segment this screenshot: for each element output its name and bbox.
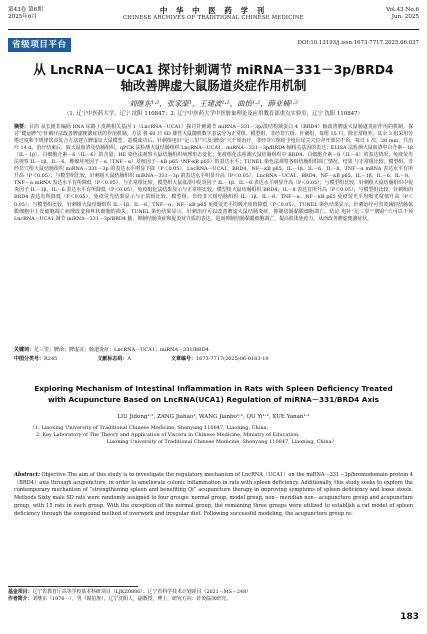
affiliations-cn: （1. 辽宁中医药大学，辽宁 沈阳 110847；2. 辽宁中医药大学中医脏象理论及应用教育部重点实验室，辽宁 沈阳 110847） bbox=[64, 111, 363, 117]
header-rule bbox=[8, 29, 419, 30]
doc-label: 文献标志码： bbox=[97, 356, 128, 362]
header-volume-issue-cn: 第43卷 第6期 bbox=[8, 7, 43, 13]
article-title-en bbox=[20, 384, 407, 405]
keywords-cn-text: 足三里；脾俞；脾虚证；肠道炎症；LncRNA－UCA1；miRNA－331/BRD4 bbox=[34, 347, 209, 353]
authors-cn: 刘继东¹·²，张家豪¹，王建波¹·²，曲怡¹·²，薛亚楠¹·² bbox=[128, 99, 299, 108]
classification-meta bbox=[14, 356, 413, 363]
funding-text: 辽宁省教育厅高等学校基本科研项目（LJKZ0886）；辽宁省科学技术计划项目（2021－MS－248） bbox=[32, 589, 252, 595]
header-date-cn: 2025年6月 bbox=[8, 14, 37, 21]
clc-label: 中图分类号： bbox=[14, 356, 45, 362]
running-header bbox=[8, 6, 419, 30]
header-journal-name bbox=[8, 6, 419, 22]
article-title-cn bbox=[0, 62, 427, 94]
article-title-en-line1: Exploring Mechanism of Intestinal Inflammation in Rats with Spleen Deficiency Treated bbox=[34, 384, 393, 393]
abstract-en-label: Abstract: bbox=[14, 472, 40, 478]
affiliations-en bbox=[30, 425, 413, 447]
abstract-cn-text: 目的 从长链非编码 RNA 尿路上皮癌相关基因 1（LncRNA－UCA1）探讨针刺调节 miRNA－331－3p/溴结构域蛋白 4（BRD4）轴改善脾虚大鼠肠道炎症作用的机制，探讨“健运脾气”针刺疗法改善脾虚便溏症状的作用机制。方法 将 60 只 SD 雄性大鼠随机数字表法分为正常组、模型组、非经非穴组、针刺组，每组 15 只。除正常组外，其余 3 组采用劳倦过度和不规律饮食复合方法建立脾虚证大鼠模型。造模成功后，针刺组电针“足三里”穴及“脾俞”穴干预治疗，非经非穴组给予电针尾尖穴位旁开部位干预，每日 1 次，20 min，共治疗 14 d。治疗结束后，取大鼠血清及结肠组织。qPCR 法检测大鼠结肠组织 LncRNA－UCA1、miRNA－331－3p/BRD4 轴相关基因的表达；ELISA 法检测大鼠血清中白介素－1β（IL－1β）、白细胞介素－6（IL－6）的含量；HE 染色法观察大鼠结肠组织病理形态变化；免疫组化法检测大鼠结肠组织中 BRD4、白细胞介素－8（IL－8）的表达情况；免疫荧光法观察 IL－1β、IL－6、肿瘤坏死因子－α（TNF－α）及核因子－κB p65（NF-κB p65）的表达水平；TUNEL 染色法观察各组结肠组织凋亡情况。结果 与正常组比较，模型组、非经非穴组大鼠结肠组织 miRNA－331－3p 的表达水平明显下降（P＜0.05），LncRNA－UCA1、BRD4、NF－κB p65、IL－1β、IL－6、IL－8、TNF－α mRNA 表达水平有所升高（P＜0.05）；与模型组比较，针刺组大鼠结肠组织 miRNA－331－3p 的表达水平明显升高（P＜0.05），LncRNA－UCA1、BRD4、NF－κB p65、IL－1β、IL－6、IL－8、TNF－α mRNA 表达水平有所降低（P＜0.05）。与正常组比较，模型组大鼠血清中促炎因子 IL－1β、IL－6 表达水平明显升高（P＜0.05）；与模型组比较，针刺组大鼠结肠组织中促炎因子 IL－1β、IL－6 表达水平有所降低（P＜0.05）。免疫组化法结果显示与正常组比较，模型组大鼠结肠组织 BRD4、IL－8 表达有所升高（P＜0.05）；与模型组比较，针刺组的 BRD4 表达有所降低（P＜0.05）。免疫荧光结果显示与正常组比较，模型组、非经非穴组结肠组织 IL－1β、IL－6、TNF－α、NF－κB p65 免疫荧光平均吸光度值升高（P＜0.05）；与模型组比较，针刺组大鼠结肠组织 IL－1β、IL－6、TNF－α、NF－κB p65 免疫荧光平均吸光度值降低（P＜0.05）。TUNEL 染色结果显示，针刺治疗可有效减轻结肠黏膜细胞中上皮细胞凋亡病理改变和杯状细胞的损失；TUNEL 染色结果显示，针刺治疗可以改善脾虚大鼠结肠炎症，抑制结肠黏膜细胞凋亡。结论 电针“足三里”“脾俞”穴可以干预 LncRNA－UCA1 调节 miRNA－331－3p/BRD4 轴，抑制结肠炎症和促炎症介质的表达，进而抑制结肠黏膜细胞凋亡，提高机体免疫力，从而改善脾虚便溏症状。 bbox=[14, 124, 413, 222]
abstract-cn-label: 摘要： bbox=[14, 124, 30, 130]
article-title-cn-line2: 轴改善脾虚大鼠肠道炎症作用机制 bbox=[120, 78, 307, 93]
art-value: 1673-7717(2025)06-0183-10 bbox=[195, 356, 269, 362]
affiliation-en-3: Liaoning University of Traditional Chinese Medicine, Shenyang 110847, Liaoning, China） bbox=[106, 439, 337, 446]
journal-name-en: CHINESE ARCHIVES OF TRADITIONAL CHINESE MEDICINE bbox=[123, 15, 304, 21]
art-label: 文章编号： bbox=[170, 356, 196, 362]
authors-en: LIU Jidong¹·², ZANG Jiahao¹, WANG Jianbo¹·², QU Yi¹·², XUE Yanan¹·² bbox=[117, 414, 310, 420]
footnotes bbox=[8, 589, 387, 604]
abstract-en-text: Objective The aim of this study is to investigate the regulatory mechanism of LncRNA（UCA1）on the miRNA－331－3p/bromodomain protein 4（BRD4）axis through acupuncture, in order to ameliorate colonic inflammation in rats with spleen deficiency. Additionally, this study seeks to explore the contemporary mechanism of “strengthening spleen and benefiting Qi” acupuncture therapy in improving symptoms of spleen deficiency and loose stools. Methods Sixty male SD rats were randomly assigned to four groups: normal group, model group, non－meridian non－acupuncture group and acupuncture group, with 15 rats in each group. With the exception of the normal group, the remaining three groups were utilized to establish a rat model of spleen deficiency through the compound method of overwork and irregular diet. Following successful modeling, the acupuncture group re- bbox=[14, 472, 413, 517]
affiliation-en-1: （1. Liaoning University of Traditional Chinese Medicine, Shenyang 110847, Liaoning, China; bbox=[30, 425, 269, 431]
keywords-cn bbox=[14, 347, 413, 354]
article-title-en-line2: with Acupuncture Based on LncRNA(UCA1) Regulation of miRNA－331/BRD4 Axis bbox=[48, 394, 379, 404]
author-bio-text: 刘继东（1976－），男（锡伯族），辽宁沈阳人，副教授，博士，研究方向：针灸临床研究。 bbox=[32, 596, 231, 603]
page-number: 183 bbox=[400, 612, 419, 622]
author-bio-label: 作者简介： bbox=[8, 596, 33, 603]
footnote-rule bbox=[8, 586, 138, 587]
section-badge: 省级项目平台 bbox=[8, 38, 71, 52]
abstract-en bbox=[14, 472, 413, 518]
keywords-cn-label: 关键词： bbox=[14, 347, 35, 353]
abstract-cn bbox=[14, 124, 413, 223]
article-number bbox=[171, 356, 269, 363]
document-code bbox=[97, 356, 131, 363]
doc-value: A bbox=[127, 356, 131, 362]
article-title-cn-line1: 从 LncRNA－UCA1 探讨针刺调节 miRNA－331－3p/BRD4 bbox=[33, 62, 394, 77]
header-volume-issue-en: Vol.43 No.6 bbox=[386, 7, 419, 13]
clc-value: R245 bbox=[44, 356, 58, 362]
header-date-en: Jun. 2025 bbox=[391, 14, 419, 21]
author-bio-note bbox=[8, 596, 387, 603]
doi[interactable]: DOI:10.13193/j.issn.1673-7717.2025.06.037 bbox=[297, 40, 419, 46]
journal-name-cn: 中 华 中 医 药 学 刊 bbox=[159, 6, 268, 15]
funding-label: 基金项目： bbox=[8, 589, 33, 595]
header-volume-en bbox=[386, 7, 419, 21]
affiliation-en-2: 2. Key Laboratory of The Theory and Application of Viscera in Chinese Medicine, Ministry of Education, bbox=[36, 432, 300, 439]
clc-code bbox=[14, 356, 57, 363]
